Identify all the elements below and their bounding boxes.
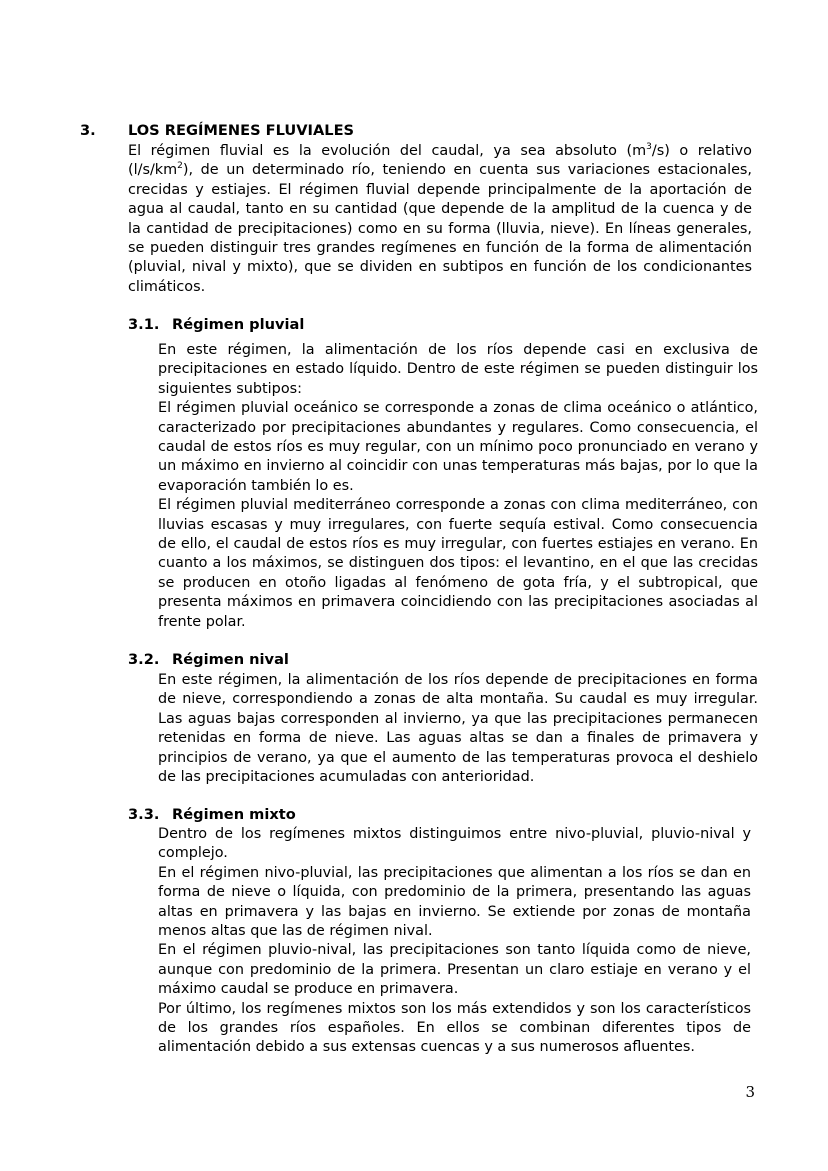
paragraph: En el régimen nivo-pluvial, las precipitaciones que alimentan a los ríos se dan en forma de nieve o líquida, con predominio de la primera, presentando las aguas altas en primavera y las bajas en invierno. Se extiende por zonas de montaña menos altas que las de régimen nival. bbox=[158, 864, 751, 940]
subsection-body-nival bbox=[158, 671, 758, 787]
paragraph: En este régimen, la alimentación de los ríos depende de precipitaciones en forma de nieve, correspondiendo a zonas de alta montaña. Su caudal es muy irregular. Las aguas bajas corresponden al invierno, ya que las precipitaciones permanecen retenidas en forma de nieve. Las aguas altas se dan a finales de primavera y principios de verano, ya que el aumento de las temperaturas provoca el deshielo de las precipitaciones acumuladas con anterioridad. bbox=[158, 672, 758, 786]
paragraph: En el régimen pluvio-nival, las precipitaciones son tanto líquida como de nieve, aunque con predominio de la primera. Presentan un claro estiaje en verano y el máximo caudal se produce en primavera. bbox=[158, 942, 751, 998]
section-intro-paragraph: El régimen fluvial es la evolución del caudal, ya sea absoluto $(m^3/s)$ o relativo $(l/s/km^2)$, de un determinado río, teniendo en cuenta sus variaciones estacionales, crecidas y estiajes. El régimen fluvial depende principalmente de la aportación de agua al caudal, tanto en su cantidad (que depende de la amplitud de la cuenca y de la cantidad de precipitaciones) como en su forma (lluvia, nieve). En líneas generales, se pueden distinguir tres grandes regímenes en función de la forma de alimentación (pluvial, nival y mixto), que se dividen en subtipos en función de los condicionantes climáticos. bbox=[128, 142, 752, 295]
paragraph: Por último, los regímenes mixtos son los más extendidos y son los característicos de los grandes ríos españoles. En ellos se combinan diferentes tipos de alimentación debido a sus extensas cuencas y a sus numerosos afluentes. bbox=[158, 1000, 751, 1056]
paragraph: Dentro de los regímenes mixtos distinguimos entre nivo-pluvial, pluvio-nival y complejo. bbox=[158, 826, 751, 862]
paragraph: En este régimen, la alimentación de los ríos depende casi en exclusiva de precipitaciones en estado líquido. Dentro de este régimen se pueden distinguir los siguientes subtipos: bbox=[158, 342, 758, 397]
section-number: 3. bbox=[80, 122, 96, 139]
page-number: 3 bbox=[745, 1083, 755, 1101]
subsection-number: 3.1. bbox=[128, 316, 160, 333]
subsection-heading-mixto bbox=[128, 805, 296, 825]
subsection-body-pluvial bbox=[158, 341, 758, 632]
section-title: LOS REGÍMENES FLUVIALES bbox=[128, 122, 355, 139]
paragraph: El régimen pluvial mediterráneo corresponde a zonas con clima mediterráneo, con lluvias escasas y muy irregulares, con fuerte sequía estival. Como consecuencia de ello, el caudal de estos ríos es muy irregular, con fuertes estiajes en verano. En cuanto a los máximos, se distinguen dos tipos: el levantino, en el que las crecidas se producen en otoño ligadas al fenómeno de gota fría, y el subtropical, que presenta máximos en primavera coincidiendo con las precipitaciones asociadas al frente polar. bbox=[158, 497, 758, 630]
subsection-number: 3.2. bbox=[128, 651, 160, 668]
subsection-title: Régimen nival bbox=[172, 651, 289, 668]
superscript: 3 bbox=[646, 142, 652, 153]
paragraph: El régimen pluvial oceánico se corresponde a zonas de clima oceánico o atlántico, caracterizado por precipitaciones abundantes y regulares. Como consecuencia, el caudal de estos ríos es muy regular, con un mínimo poco pronunciado en verano y un máximo en invierno al coincidir con unas temperaturas más bajas, por lo que la evaporación también lo es. bbox=[158, 400, 758, 494]
subsection-heading-pluvial bbox=[128, 315, 304, 335]
subsection-body-mixto bbox=[158, 825, 751, 1058]
superscript: 2 bbox=[177, 161, 183, 172]
subsection-title: Régimen pluvial bbox=[172, 316, 305, 333]
subsection-title: Régimen mixto bbox=[172, 806, 296, 823]
subsection-number: 3.3. bbox=[128, 806, 160, 823]
subsection-heading-nival bbox=[128, 650, 289, 670]
